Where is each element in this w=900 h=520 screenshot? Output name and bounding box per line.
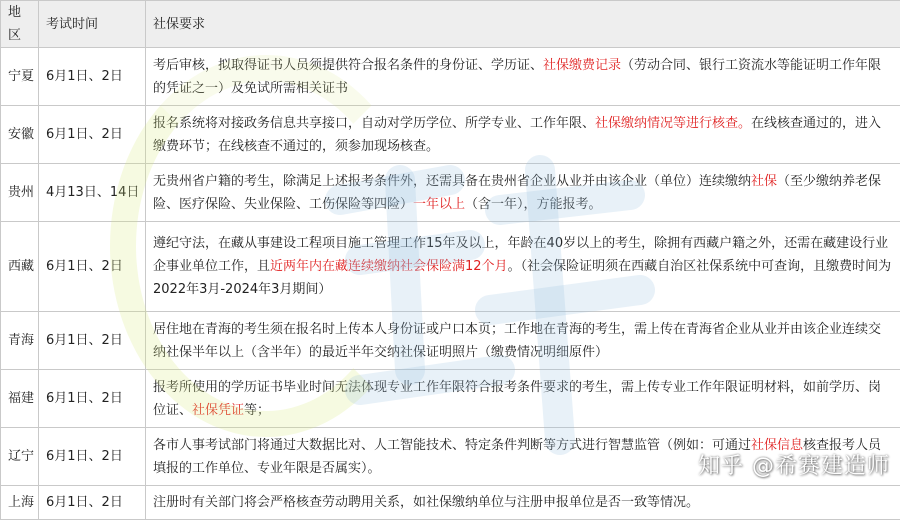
table-row	[1, 164, 900, 222]
highlighted-requirement-text: 近两年内在藏连续缴纳社会保险满12个月	[270, 259, 508, 274]
requirement-text: 遵纪守法，在藏从事建设工程项目施工管理工作15年及以上，年龄在40岁以上的考生，除拥有西藏户籍之外，还需在藏建设行业企事业单位工作，且	[153, 236, 888, 274]
requirement-text: 考后审核，拟取得证书人员须提供符合报名条件的身份证、学历证、	[153, 58, 543, 73]
requirement-text: 在线核查通过的，进入缴费环节；在线核查不通过的，须参加现场核查。	[153, 116, 881, 154]
region-cell: 福建	[1, 370, 39, 428]
requirement-text: 等；	[244, 403, 270, 418]
watermark-brand: 知乎 @希赛建造师	[698, 449, 890, 480]
region-cell: 辽宁	[1, 428, 39, 486]
region-cell: 上海	[1, 486, 39, 520]
exam-time-cell: 6月1日、2日	[39, 370, 146, 428]
requirement-text: 居住地在青海的考生须在报名时上传本人身份证或户口本页；工作地在青海的考生，需上传在青海省企业从业并由该企业连续交纳社保半年以上（含半年）的最近半年交纳社保证明照片（缴费情况明细原件）	[153, 322, 881, 360]
table-row	[1, 222, 900, 312]
exam-time-cell: 6月1日、2日	[39, 312, 146, 370]
region-cell: 安徽	[1, 106, 39, 164]
requirement-text: 。（社会保险证明须在西藏自治区社保系统中可查询，且缴费时间为2022年3月-2024年3月期间）	[153, 259, 891, 297]
requirement-text: 报名系统将对接政务信息共享接口，自动对学历学位、所学专业、工作年限、	[153, 116, 595, 131]
table-body	[1, 48, 900, 520]
highlighted-requirement-text: 社保缴纳情况等进行核查。	[595, 116, 751, 131]
table-row	[1, 106, 900, 164]
header-region: 地区	[1, 1, 39, 48]
requirement-cell	[146, 312, 900, 370]
header-social-security-requirement: 社保要求	[146, 1, 900, 48]
requirement-cell	[146, 222, 900, 312]
highlighted-requirement-text: 社保凭证	[192, 403, 244, 418]
requirement-cell	[146, 48, 900, 106]
requirement-cell	[146, 106, 900, 164]
highlighted-requirement-text: 一年以上	[413, 197, 465, 212]
requirement-cell	[146, 164, 900, 222]
region-cell: 贵州	[1, 164, 39, 222]
exam-time-cell: 4月13日、14日	[39, 164, 146, 222]
highlighted-requirement-text: 社保	[751, 174, 777, 189]
region-cell: 青海	[1, 312, 39, 370]
table-row	[1, 312, 900, 370]
highlighted-requirement-text: 社保缴费记录	[543, 58, 621, 73]
region-cell: 西藏	[1, 222, 39, 312]
exam-time-cell: 6月1日、2日	[39, 222, 146, 312]
requirement-cell	[146, 370, 900, 428]
requirement-text: 报考所使用的学历证书毕业时间无法体现专业工作年限符合报考条件要求的考生，需上传专业工作年限证明材料，如前学历、岗位证、	[153, 380, 881, 418]
requirement-cell	[146, 486, 900, 520]
requirement-text: 无贵州省户籍的考生，除满足上述报考条件外，还需具备在贵州省企业从业并由该企业（单位）连续缴纳	[153, 174, 751, 189]
table-row	[1, 370, 900, 428]
exam-time-cell: 6月1日、2日	[39, 106, 146, 164]
requirement-text: 核查报考人员填报的工作单位、专业年限是否属实）。	[153, 438, 881, 476]
exam-time-cell: 6月1日、2日	[39, 428, 146, 486]
table-header-row	[1, 1, 900, 48]
requirement-text: 注册时有关部门将会严格核查劳动聘用关系，如社保缴纳单位与注册申报单位是否一致等情况。	[153, 495, 699, 510]
exam-time-cell: 6月1日、2日	[39, 486, 146, 520]
exam-time-cell: 6月1日、2日	[39, 48, 146, 106]
requirement-text: （至少缴纳养老保险、医疗保险、失业保险、工伤保险等四险）	[153, 174, 881, 212]
requirement-text: （含一年），方能报考。	[465, 197, 602, 212]
table-row	[1, 486, 900, 520]
requirement-text: 各市人事考试部门将通过大数据比对、人工智能技术、特定条件判断等方式进行智慧监管（例如：可通过	[153, 438, 751, 453]
highlighted-requirement-text: 社保信息	[751, 438, 803, 453]
table-row	[1, 428, 900, 486]
region-cell: 宁夏	[1, 48, 39, 106]
header-exam-time: 考试时间	[39, 1, 146, 48]
requirement-cell	[146, 428, 900, 486]
requirement-text: （劳动合同、银行工资流水等能证明工作年限的凭证之一）及免试所需相关证书	[153, 58, 881, 96]
table-row	[1, 48, 900, 106]
